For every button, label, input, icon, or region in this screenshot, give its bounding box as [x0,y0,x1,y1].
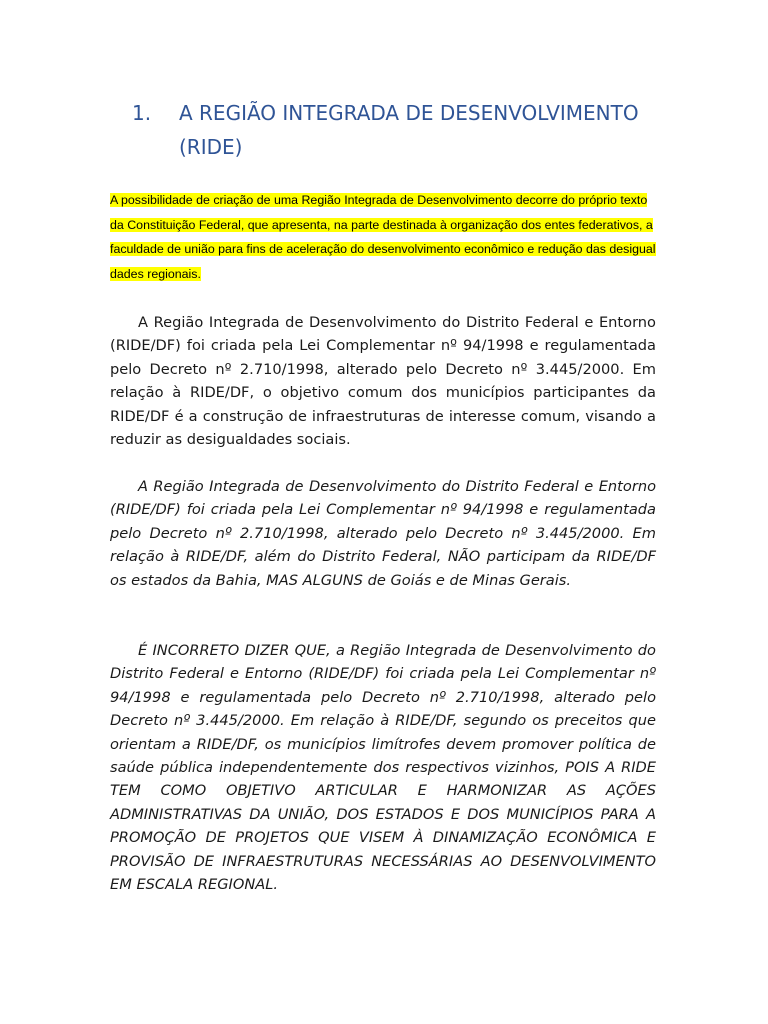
heading-number: 1. [132,101,152,125]
paragraph-text: É INCORRETO DIZER QUE, a Região Integrada de Desenvolvimento do Distrito Federal e Entorno (RIDE/DF) foi criada pela Lei Complementar nº 94/1998 e regulamentada pelo Decreto nº 2.710/1998, alterado pelo Decreto nº 3.445/2000. Em relação à RIDE/DF, segundo os preceitos que orientam a RIDE/DF, os municípios limítrofes devem promover política de saúde pública independentemente dos respectivos vizinhos, POIS A RIDE TEM COMO OBJETIVO ARTICULAR E HARMONIZAR AS AÇÕES ADMINISTRATIVAS DA UNIÃO, DOS ESTADOS E DOS MUNICÍPIOS PARA A PROMOÇÃO DE PROJETOS QUE VISEM À DINAMIZAÇÃO ECONÔMICA E PROVISÃO DE INFRAESTRUTURAS NECESSÁRIAS AO DESENVOLVIMENTO EM ESCALA REGIONAL. [110,642,656,894]
paragraph-text: A Região Integrada de Desenvolvimento do Distrito Federal e Entorno (RIDE/DF) foi criada pela Lei Complementar nº 94/1998 e regulamentada pelo Decreto nº 2.710/1998, alterado pelo Decreto nº 3.445/2000. Em relação à RIDE/DF, além do Distrito Federal, NÃO participam da RIDE/DF os estados da Bahia, MAS ALGUNS de Goiás e de Minas Gerais. [110,478,656,589]
heading-title: A REGIÃO INTEGRADA DE DESENVOLVIMENTO (RIDE) [179,101,639,159]
body-paragraph-2 [110,475,656,592]
section-heading [132,96,662,164]
paragraph-text: A Região Integrada de Desenvolvimento do Distrito Federal e Entorno (RIDE/DF) foi criada pela Lei Complementar nº 94/1998 e regulamentada pelo Decreto nº 2.710/1998, alterado pelo Decreto nº 3.445/2000. Em relação à RIDE/DF, o objetivo comum dos municípios participantes da RIDE/DF é a construção de infraestruturas de interesse comum, visando a reduzir as desigualdades sociais. [110,314,656,449]
document-page [110,0,656,1024]
highlighted-text: A possibilidade de criação de uma Região Integrada de Desenvolvimento decorre do próprio texto da Constituição Federal, que apresenta, na parte destinada à organização dos entes federativos, a faculdade de união para fins de aceleração do desenvolvimento econômico e redução das desigualdades regionais. [110,193,656,281]
body-paragraph-1 [110,311,656,451]
highlighted-paragraph [110,188,656,286]
body-paragraph-3 [110,639,656,896]
